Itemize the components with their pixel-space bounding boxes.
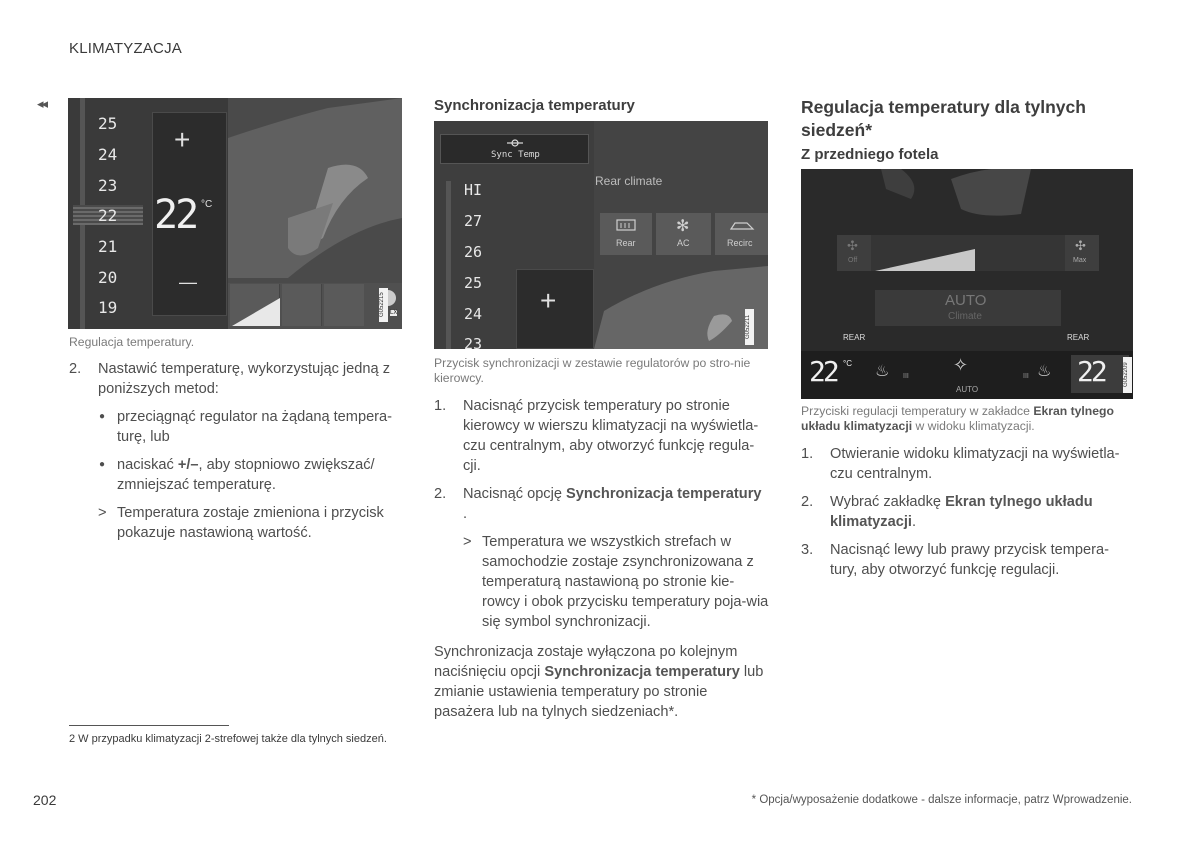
seat-heat-right-level: III	[1023, 373, 1029, 380]
footer-note: * Opcja/wyposażenie dodatkowe - dalsze informacje, patrz Wprowadzenie.	[751, 794, 1132, 806]
step-text: Nacisnąć przycisk temperatury po stronie kierowcy w wierszu klimatyzacji na wyświetla-czu centralnym, aby otworzyć funkcję regula-cji.	[463, 398, 759, 474]
temp-label-19[interactable]: 19	[98, 298, 118, 317]
sync-icon	[507, 138, 523, 148]
temp-label-22[interactable]: 22	[98, 206, 118, 225]
result-text: Temperatura we wszystkich strefach w samochodzie zostaje zsynchronizowana z temperaturą nastawioną po stronie kie-rowcy i obok przycisku temperatury poja-wia się symbol synchronizacji.	[482, 534, 769, 630]
result-item	[463, 532, 769, 632]
step-2	[434, 484, 769, 524]
auto-seat-icon[interactable]: ✧	[953, 355, 969, 375]
rear-left-unit: °C	[843, 359, 852, 368]
car-recirc-icon	[729, 219, 755, 233]
bullet-item-2	[98, 455, 409, 495]
step-text: Nacisnąć lewy lub prawy przycisk tempera-tury, aby otworzyć funkcję regulacji.	[830, 542, 1109, 578]
step-text: Nastawić temperaturę, wykorzystując jedną z poniższych metod:	[98, 361, 390, 397]
auto-small-label: AUTO	[956, 385, 979, 394]
seat-heat-right-icon[interactable]: ♨	[1037, 363, 1052, 380]
minus-button[interactable]: —	[179, 272, 197, 292]
figure-id: G052215	[379, 288, 388, 322]
seat-illustration	[594, 261, 768, 349]
climate-label: Climate	[948, 311, 982, 322]
footnote-divider	[69, 725, 229, 726]
rear-temp-heading: Regulacja temperatury dla tylnych siedzeń*	[801, 97, 1086, 140]
figure-rear-climate	[801, 169, 1133, 399]
front-seat-subheading: Z przedniego fotela	[801, 146, 939, 163]
section-header: KLIMATYZACJA	[69, 40, 182, 57]
back-nav-icon[interactable]: ◂◂	[37, 96, 47, 111]
fan-max-icon: ✣	[1075, 238, 1086, 253]
fan-off-label: Off	[848, 257, 858, 264]
snowflake-icon: ✻	[676, 218, 690, 235]
step-2	[69, 359, 409, 399]
rear-defrost-icon	[616, 219, 636, 233]
figure-temperature-slider	[68, 98, 402, 329]
figure-sync-temp	[434, 121, 768, 349]
sub-list	[69, 407, 409, 543]
sync-option-link: Synchronizacja temperatury	[566, 486, 762, 502]
seat-heat-left-level: III	[903, 373, 909, 380]
fan-bar-segment-2	[282, 284, 322, 326]
step-text-post: .	[463, 506, 468, 522]
result-text: Temperatura zostaje zmieniona i przycisk pokazuje nastawioną wartość.	[117, 505, 384, 541]
result-marker: >	[463, 534, 472, 550]
bullet-text-post: , aby stopniowo zwiększać/ zmniejszać temperaturę.	[117, 457, 375, 493]
figure3-caption	[801, 404, 1121, 434]
sync-paragraph	[434, 642, 769, 722]
rear-climate-tab-ref: Ekran tylnego układu klimatyzacji	[830, 494, 1093, 530]
seat-heat-left-icon[interactable]: ♨	[875, 363, 890, 380]
ac-button-label: AC	[677, 238, 690, 248]
temp-value-number: 22	[154, 192, 197, 238]
step-3	[801, 540, 1131, 580]
step-number: 2.	[434, 486, 447, 502]
temp-label-25[interactable]: 25	[98, 114, 118, 133]
temp-label-24[interactable]: 24	[98, 145, 118, 164]
step-text-post: .	[911, 514, 916, 530]
step-number: 2.	[801, 494, 814, 510]
temp-label-27[interactable]: 27	[464, 212, 483, 230]
step-number: 1.	[434, 398, 447, 414]
caption-bold: Ekran tylnego układu klimatyzacji	[801, 404, 1114, 433]
step-text: Otwieranie widoku klimatyzacji na wyświetla-czu centralnym.	[830, 446, 1120, 482]
fan-off-button[interactable]	[837, 235, 871, 271]
step-number: 3.	[801, 542, 814, 558]
fan-off-icon: ✣	[847, 238, 858, 253]
figure1-caption: Regulacja temperatury.	[69, 335, 195, 349]
bullet-item-1	[98, 407, 409, 447]
ac-button[interactable]	[656, 213, 711, 255]
seat-illustration	[228, 98, 402, 298]
bullet-dot: ●	[99, 459, 106, 470]
sync-temp-label: Sync Temp	[491, 150, 540, 160]
fan-level-indicator	[232, 298, 280, 326]
fan-level-indicator	[875, 249, 975, 271]
result-marker: >	[98, 505, 107, 521]
figure-id: G052211	[745, 309, 754, 345]
temp-value	[154, 192, 196, 238]
result-item	[98, 503, 409, 543]
figure-id-suffix: LX	[390, 310, 398, 316]
column2-body	[434, 396, 769, 722]
auto-label: AUTO	[945, 292, 987, 309]
temp-unit: °C	[201, 199, 213, 210]
para-text-post: lub zmianie ustawienia temperatury po stronie pasażera lub na tylnych siedzeniach*.	[434, 664, 764, 720]
temp-label-26[interactable]: 26	[464, 243, 483, 261]
figure-id: G052209	[1123, 357, 1132, 393]
fan-max-button[interactable]	[1065, 235, 1099, 271]
temp-label-21[interactable]: 21	[98, 237, 118, 256]
temp-label-23[interactable]: 23	[98, 176, 118, 195]
sync-heading: Synchronizacja temperatury	[434, 97, 635, 114]
recirc-button-label: Recirc	[727, 238, 753, 248]
step-2	[801, 492, 1131, 532]
temp-label-23[interactable]: 23	[464, 335, 483, 349]
para-text-pre: Synchronizacja zostaje wyłączona po kolejnym naciśnięciu opcji	[434, 644, 738, 680]
rear-left-temp[interactable]: 22	[809, 355, 837, 388]
rear-right-temp[interactable]: 22	[1077, 355, 1105, 388]
temp-label-24[interactable]: 24	[464, 305, 483, 323]
top-graphic	[801, 169, 1133, 224]
rear-button[interactable]	[600, 213, 652, 255]
page-number: 202	[33, 792, 57, 808]
bullet-dot: ●	[99, 411, 106, 422]
sub-list	[434, 532, 769, 632]
rear-right-label: REAR	[1067, 333, 1090, 342]
plus-button[interactable]: +	[174, 124, 191, 155]
recirc-button[interactable]	[715, 213, 768, 255]
temp-label-25[interactable]: 25	[464, 274, 483, 292]
plus-minus-symbol: +/–	[177, 457, 199, 473]
temp-label-20[interactable]: 20	[98, 268, 118, 287]
step-number: 1.	[801, 446, 814, 462]
figure2-caption: Przycisk synchronizacji w zestawie regulatorów po stro-nie kierowcy.	[434, 356, 751, 385]
rear-button-label: Rear	[616, 238, 636, 248]
step-text-pre: Wybrać zakładkę	[830, 494, 941, 510]
step-number: 2.	[69, 361, 82, 377]
column1-body	[69, 359, 409, 543]
step-1	[801, 444, 1131, 484]
step-1	[434, 396, 769, 476]
caption-post: w widoku klimatyzacji.	[915, 419, 1035, 433]
rear-climate-label[interactable]: Rear climate	[595, 174, 663, 188]
scale-strip	[446, 181, 451, 349]
auto-climate-button[interactable]	[875, 290, 1061, 326]
column3-body	[801, 444, 1131, 588]
bullet-text: przeciągnąć regulator na żądaną tempera-turę, lub	[117, 409, 393, 445]
fan-max-label: Max	[1073, 257, 1087, 264]
temp-label-hi[interactable]: HI	[464, 181, 483, 199]
caption-pre: Przyciski regulacji temperatury w zakładce	[801, 404, 1030, 418]
fan-bar-segment-3	[324, 284, 364, 326]
step-text-pre: Nacisnąć opcję	[463, 486, 562, 502]
sync-option-ref: Synchronizacja temperatury	[544, 664, 740, 680]
plus-button[interactable]: +	[540, 285, 557, 316]
footnote: 2 W przypadku klimatyzacji 2-strefowej także dla tylnych siedzeń.	[69, 733, 387, 745]
rear-left-label: REAR	[843, 333, 866, 342]
sync-temp-button[interactable]	[440, 134, 589, 164]
bullet-text-pre: naciskać	[117, 457, 174, 473]
